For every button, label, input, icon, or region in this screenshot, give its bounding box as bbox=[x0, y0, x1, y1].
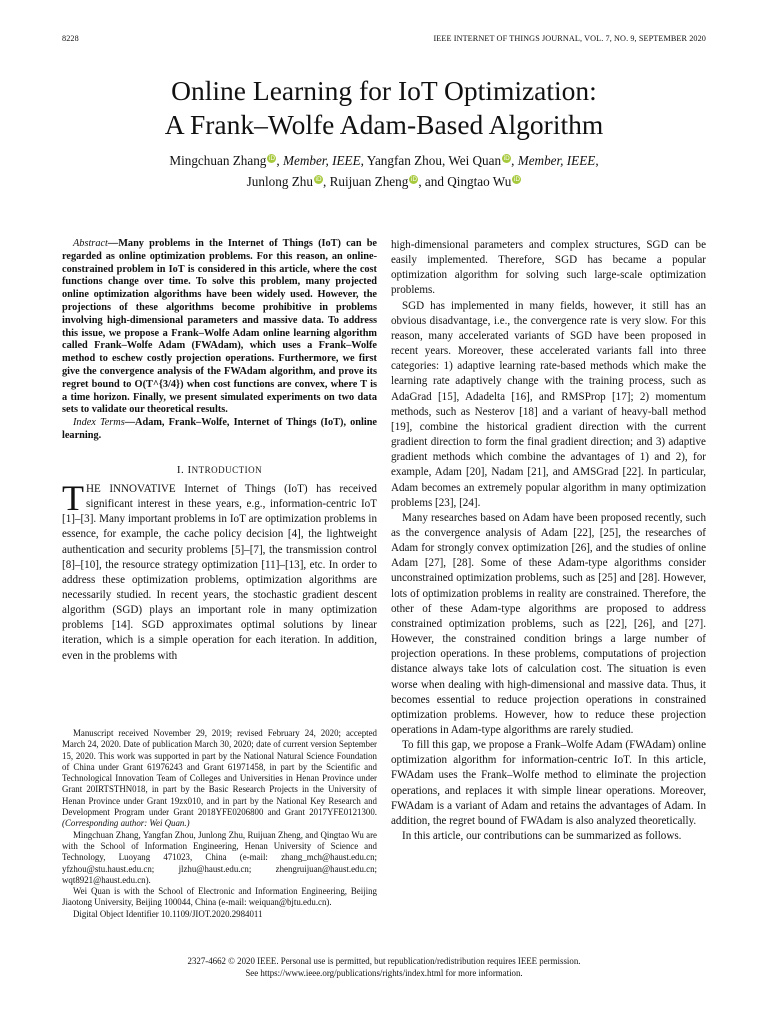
author-membership: Member, IEEE bbox=[283, 153, 361, 168]
left-column bbox=[62, 238, 377, 664]
orcid-icon[interactable]: iD bbox=[410, 176, 417, 183]
author-name: Yangfan Zhou bbox=[366, 153, 442, 168]
title-line-1: Online Learning for IoT Optimization: bbox=[171, 75, 597, 106]
drop-cap: T bbox=[62, 477, 84, 518]
abstract-text: —Many problems in the Internet of Things (IoT) can be regarded as online optimization problems. For this reason, an online-constrained problem in IoT is considered in this article, where the cost functions change over time. To solve this problem, many projected online optimization algorithms have been widely used. However, the projections of these algorithms become prohibitive in problems involving high-dimensional parameters and massive data. To address this issue, we propose a Frank–Wolfe Adam online learning algorithm called Frank–Wolfe Adam (FWAdam), which uses a Frank–Wolfe method to eschew costly projection operations. Furthermore, we first give the convergence analysis of the FWAdam algorithm, and prove its regret bound to O(T^{3/4}) when cost functions are convex, where T is a time horizon. Finally, we present simulated experiments on two data sets to validate our theoretical results. bbox=[62, 238, 377, 416]
paragraph: SGD has implemented in many fields, however, it still has an obvious disadvantage, i.e., the convergence rate is very slow. For this reason, many accelerated variants of SGD have been proposed in recent years. Moreover, these accelerated variants fall into three categories: 1) adaptive learning rate-based methods which make the learning rate adaptively change with the training process, such as AdaGrad [15], Adadelta [16], and RMSProp [17]; 2) momentum methods, such as Nesterov [18] and a variant of heavy-ball method [19], combine the historical gradient direction with the current gradient direction to form the final gradient direction; and 3) adaptive gradient methods which combine the advantages of 1) and 2), for example, Adam [20], Nadam [21], and AMSGrad [22]. In particular, Adam becomes an extremely popular algorithm in many optimization problems [23], [24]. bbox=[391, 299, 706, 509]
paper-title bbox=[0, 74, 768, 142]
orcid-icon[interactable]: iD bbox=[503, 155, 510, 162]
author-conjunction: and bbox=[424, 174, 444, 189]
index-terms bbox=[62, 417, 377, 443]
section-title: NTRODUCTION bbox=[191, 464, 263, 475]
footnote-manuscript: Manuscript received November 29, 2019; revised February 24, 2020; accepted March 24, 2020. Date of publication March 30, 2020; date of current version September 15, 2020. This work was supported in part by the National Natural Science Foundation of China under Grant 61976243 and Grant 61971458, in part by the Scientific and Technological Innovation Team of Colleges and Universities in Henan Province under Grant 20IRTSTHN018, in part by the Basic Research Projects in the University of Henan Province under Grant 19zx010, and in part by the National Key Research and Development Program under Grant 2018YFE0206800 and Grant 2017YFE0121300. (Corresponding author: Wei Quan.) bbox=[62, 728, 377, 829]
copyright-notice bbox=[0, 955, 768, 979]
orcid-icon[interactable]: iD bbox=[315, 176, 322, 183]
section-heading bbox=[62, 463, 377, 478]
intro-text: Internet of Things (IoT) has received significant interest in these years, e.g., information-centric IoT [1]–[3]. Many important problems in IoT are optimization problems in essence, for example, the cache policy decision [4], the lightweight authentication and security problems [5]–[7], the transmission control [8]–[10], the resource strategy optimization [11]–[13], etc. In order to address these optimization problems, optimization algorithms are necessarily studied. In recent years, the stochastic gradient descent algorithm (SGD) plays an important role in many optimization problems [14]. SGD approximates optimal solutions by linear iteration, which is a simple operation for each iteration. In addition, even in the problems with bbox=[62, 482, 377, 662]
right-column bbox=[391, 238, 706, 844]
paragraph: high-dimensional parameters and complex structures, SGD can be easily implemented. Therefore, SGD has became a popular optimization algorithm for solving such large-scale optimization problems. bbox=[391, 239, 706, 297]
intro-paragraph bbox=[62, 477, 377, 664]
corresponding-author: (Corresponding author: Wei Quan.) bbox=[62, 818, 190, 829]
paragraph: Many researches based on Adam have been proposed recently, such as the convergence analysis of Adam [22], [25], the researches of Adam for strongly convex optimization [26], and the studies of online Adam [27], [28]. Some of these Adam-type algorithms consider unconstrained optimization problems, such as [25] and [28]. However, lots of optimization problems in reality are constrained. Therefore, the other of these Adam-type algorithms are proposed to address constrained optimization problems, such as [22], [26], and [27]. However, the constrained condition brings a large number of projection operations. In these problems, computations of projection distance always take lots of calculation cost. The situation is even worse when dealing with high-dimensional and massive data. Thus, it becomes essential to reduce projection operations in constrained optimization problems. However, how to reduce these projection operations in Adam-type algorithms are rarely studied. bbox=[391, 511, 706, 736]
intro-lead: HE INNOVATIVE bbox=[86, 482, 176, 495]
author-name: Wei Quan bbox=[448, 153, 502, 168]
section-number: I. bbox=[176, 463, 185, 476]
index-terms-text: —Adam, Frank–Wolfe, Internet of Things (IoT), online learning. bbox=[62, 417, 377, 441]
paragraph: To fill this gap, we propose a Frank–Wolfe Adam (FWAdam) online optimization algorithm for information-centric IoT. In this article, FWAdam uses the Frank–Wolfe method to eliminate the projection operations, and replaces it with simple linear operations. Moreover, FWAdam is a variant of Adam and retains the advantages of Adam. In addition, the regret bound of FWAdam is also analyzed theoretically. bbox=[391, 739, 706, 827]
copyright-line-1: 2327-4662 © 2020 IEEE. Personal use is permitted, but republication/redistribution requires IEEE permission. bbox=[187, 956, 581, 966]
orcid-icon[interactable]: iD bbox=[268, 155, 276, 162]
running-header bbox=[62, 34, 706, 46]
paragraph: In this article, our contributions can be summarized as follows. bbox=[402, 830, 682, 843]
page-number: 8228 bbox=[62, 34, 79, 43]
author-name: Qingtao Wu bbox=[447, 174, 512, 189]
copyright-line-2: See https://www.ieee.org/publications/rights/index.html for more information. bbox=[245, 968, 523, 978]
author-name: Mingchuan Zhang bbox=[169, 153, 267, 168]
author-name: Junlong Zhu bbox=[246, 174, 313, 189]
author-name: Ruijuan Zheng bbox=[329, 174, 409, 189]
abstract-label: Abstract bbox=[73, 238, 108, 249]
doi: Digital Object Identifier 10.1109/JIOT.2020.2984011 bbox=[73, 908, 263, 919]
journal-name: IEEE INTERNET OF THINGS JOURNAL, VOL. 7, NO. 9, SEPTEMBER 2020 bbox=[433, 34, 706, 43]
section-initial: I bbox=[187, 463, 192, 476]
footnote-affiliation-2: Wei Quan is with the School of Electronic and Information Engineering, Beijing Jiaotong University, Beijing 100044, China (e-mail: weiquan@bjtu.edu.cn). bbox=[62, 886, 377, 908]
footnote-affiliation-1: Mingchuan Zhang, Yangfan Zhou, Junlong Zhu, Ruijuan Zheng, and Qingtao Wu are with the School of Information Engineering, Henan University of Science and Technology, Luoyang 471023, China (e-mail: zhang_mch@haust.edu.cn; yfzhou@stu.haust.edu.cn; jlzhu@haust.edu.cn; zhengruijuan@haust.edu.cn; wqt8921@haust.edu.cn). bbox=[62, 829, 377, 885]
index-terms-label: Index Terms bbox=[73, 417, 125, 429]
orcid-icon[interactable]: iD bbox=[513, 176, 520, 183]
author-membership: Member, IEEE bbox=[517, 153, 596, 168]
footnote bbox=[62, 728, 377, 920]
abstract bbox=[62, 238, 377, 417]
title-line-2: A Frank–Wolfe Adam-Based Algorithm bbox=[164, 109, 604, 140]
author-list: Mingchuan Zhang iD, Member, IEEE, Yangfan Zhou, Wei Quan iD, Member, IEEE, Junlong Zhu iD, Ruijuan Zheng iD, and Qingtao Wu iD bbox=[169, 153, 599, 189]
